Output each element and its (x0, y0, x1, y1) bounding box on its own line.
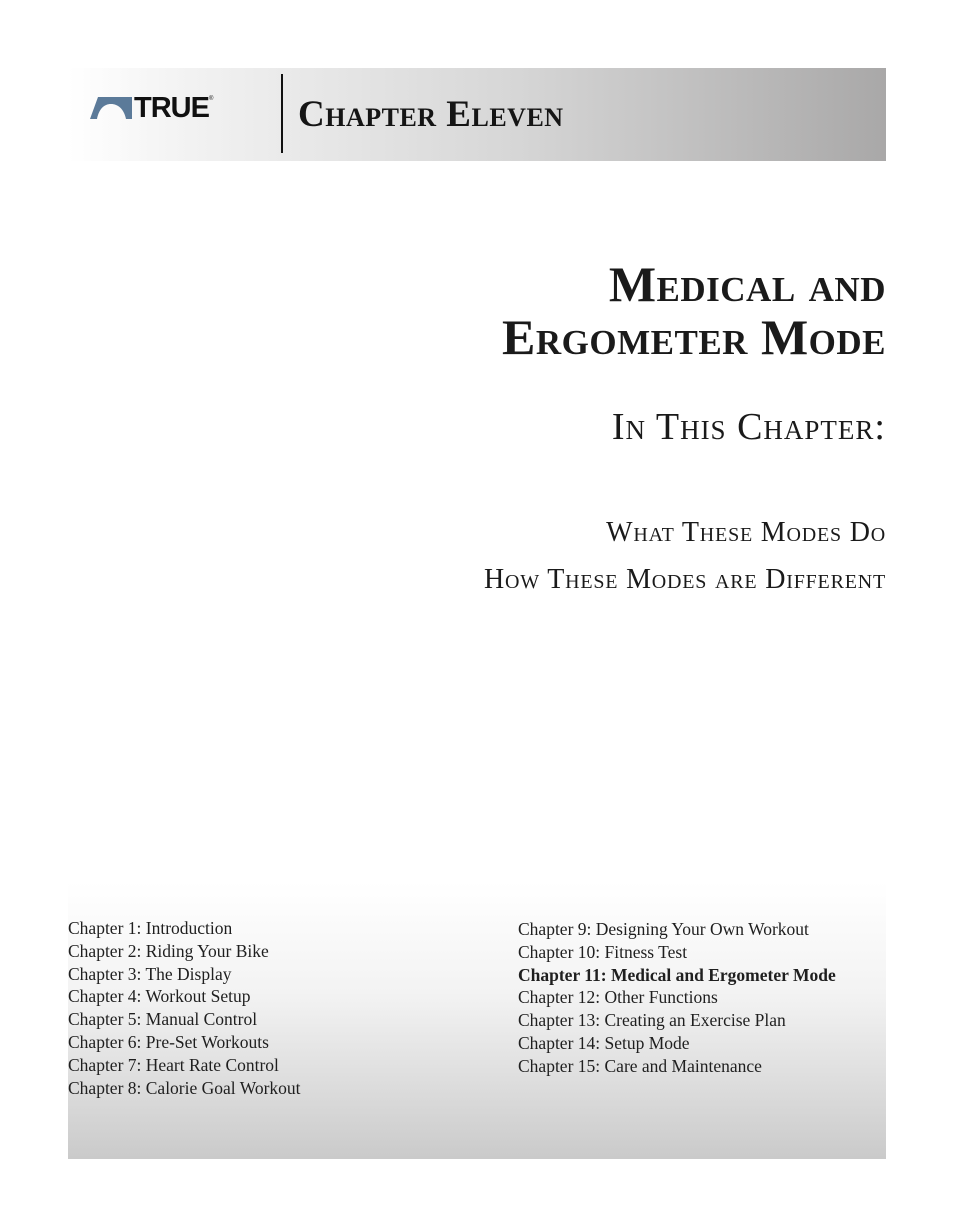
topic-item: How These Modes are Different (483, 564, 886, 595)
header-divider (281, 74, 283, 153)
toc-item[interactable]: Chapter 14: Setup Mode (518, 1032, 690, 1053)
toc-item[interactable]: Chapter 12: Other Functions (518, 987, 718, 1008)
title-line-1: Medical and (608, 256, 886, 312)
true-arch-icon (90, 97, 132, 119)
chapter-label: Chapter Eleven (298, 94, 564, 135)
toc-item[interactable]: Chapter 7: Heart Rate Control (68, 1054, 279, 1075)
registered-mark: ® (208, 96, 214, 102)
logo-text: TRUE (134, 91, 209, 124)
toc-item[interactable]: Chapter 9: Designing Your Own Workout (518, 919, 809, 939)
table-of-contents (68, 882, 886, 1159)
chapter-header-band (68, 68, 886, 161)
topic-item: What These Modes Do (606, 517, 886, 548)
toc-item[interactable]: Chapter 1: Introduction (68, 918, 233, 938)
toc-item[interactable]: Chapter 6: Pre-Set Workouts (68, 1031, 269, 1052)
toc-item[interactable]: Chapter 13: Creating an Exercise Plan (518, 1010, 786, 1031)
toc-item[interactable]: Chapter 4: Workout Setup (68, 986, 251, 1007)
in-this-chapter-heading: In This Chapter: (611, 406, 886, 448)
toc-column-right (518, 918, 836, 1078)
title-block (286, 258, 886, 603)
toc-item[interactable]: Chapter 10: Fitness Test (518, 941, 688, 962)
toc-item-current[interactable]: Chapter 11: Medical and Ergometer Mode (518, 964, 836, 985)
toc-item[interactable]: Chapter 2: Riding Your Bike (68, 940, 269, 961)
true-logo (90, 91, 214, 124)
toc-item[interactable]: Chapter 5: Manual Control (68, 1009, 258, 1030)
toc-column-left (68, 917, 301, 1099)
toc-item[interactable]: Chapter 15: Care and Maintenance (518, 1055, 762, 1076)
page-title (286, 258, 886, 364)
title-line-2: Ergometer Mode (502, 309, 886, 365)
toc-item[interactable]: Chapter 8: Calorie Goal Workout (68, 1077, 301, 1098)
topic-list (286, 509, 886, 603)
toc-item[interactable]: Chapter 3: The Display (68, 963, 232, 984)
